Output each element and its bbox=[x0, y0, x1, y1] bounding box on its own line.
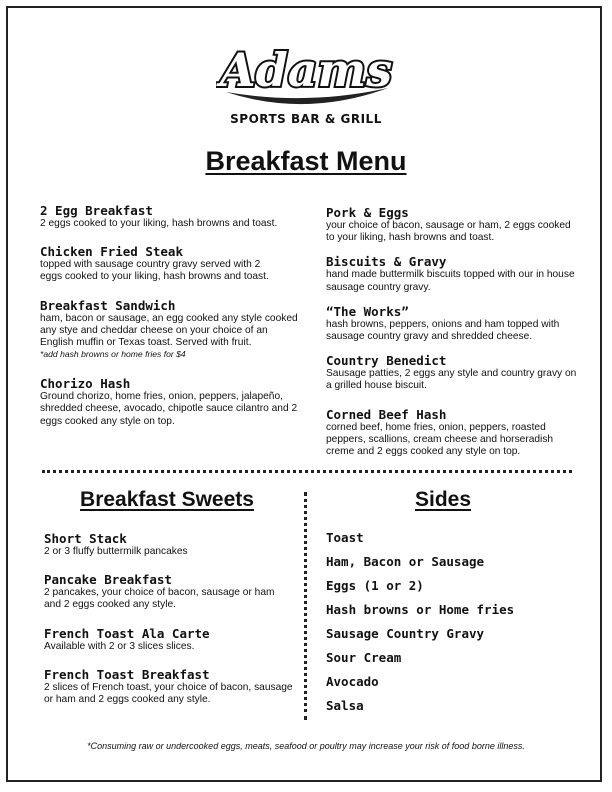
item-description: 2 slices of French toast, your choice of bacon, sausage or ham and 2 eggs cooked any style. bbox=[44, 681, 293, 706]
menu-item bbox=[326, 254, 578, 293]
section-divider bbox=[42, 470, 572, 473]
logo-subtitle: SPORTS BAR & GRILL bbox=[230, 112, 382, 126]
side-item: Salsa bbox=[326, 698, 364, 713]
sides-list bbox=[326, 530, 576, 722]
menu-item bbox=[44, 667, 294, 706]
item-name: Pork & Eggs bbox=[326, 205, 409, 220]
item-description: hand made buttermilk biscuits topped with our in house sausage country gravy. bbox=[326, 269, 575, 293]
breakfast-right-column bbox=[326, 205, 578, 468]
menu-item bbox=[326, 407, 578, 459]
menu-item bbox=[326, 304, 578, 343]
sweets-title: Breakfast Sweets bbox=[80, 488, 254, 511]
column-divider bbox=[304, 492, 307, 720]
item-name: Country Benedict bbox=[326, 353, 447, 369]
menu-item bbox=[40, 376, 302, 428]
side-item: Sausage Country Gravy bbox=[326, 626, 485, 641]
item-name: Breakfast Sandwich bbox=[40, 297, 176, 313]
side-item: Ham, Bacon or Sausage bbox=[326, 554, 485, 569]
item-description: corned beef, home fries, onion, peppers, roasted peppers, scallions, cream cheese and horseradish creme and 2 eggs cooked any style on top. bbox=[326, 421, 554, 458]
side-item: Eggs (1 or 2) bbox=[326, 578, 424, 593]
side-item: Sour Cream bbox=[326, 650, 402, 665]
item-description: Ground chorizo, home fries, onion, peppers, jalapeño, shredded cheese, avocado, chipotle sauce cilantro and 2 eggs cooked any style on top. bbox=[40, 391, 298, 427]
menu-item bbox=[44, 531, 294, 558]
side-item: Hash browns or Home fries bbox=[326, 602, 515, 617]
item-description: 2 or 3 fluffy buttermilk pancakes bbox=[44, 546, 188, 557]
item-description: 2 pancakes, your choice of bacon, sausage or ham and 2 eggs cooked any style. bbox=[44, 587, 275, 611]
item-name: Short Stack bbox=[44, 531, 127, 546]
item-name: “The Works” bbox=[326, 303, 409, 319]
food-safety-disclaimer: *Consuming raw or undercooked eggs, meats, seafood or poultry may increase your risk of food borne illness. bbox=[87, 741, 525, 751]
item-description: hash browns, peppers, onions and ham topped with sausage country gravy and shredded cheese. bbox=[326, 318, 560, 343]
side-item: Avocado bbox=[326, 674, 379, 689]
item-description: topped with sausage country gravy served with 2 eggs cooked to your liking, hash browns and toast. bbox=[40, 259, 269, 283]
sides-title: Sides bbox=[414, 488, 472, 511]
item-description: Available with 2 or 3 slices slices. bbox=[44, 640, 195, 652]
item-description: your choice of bacon, sausage or ham, 2 eggs cooked to your liking, hash browns and toast. bbox=[326, 220, 571, 244]
item-note: *add hash browns or home fries for $4 bbox=[40, 349, 186, 360]
item-name: Chicken Fried Steak bbox=[40, 244, 183, 260]
logo-wordmark: Adams bbox=[219, 43, 393, 97]
item-description: Sausage patties, 2 eggs any style and country gravy on a grilled house biscuit. bbox=[326, 368, 577, 392]
menu-item bbox=[326, 205, 578, 244]
menu-item bbox=[40, 203, 302, 230]
item-name: French Toast Breakfast bbox=[44, 666, 210, 682]
menu-item bbox=[40, 244, 302, 283]
side-item: Toast bbox=[326, 530, 364, 545]
item-name: Pancake Breakfast bbox=[44, 572, 172, 588]
page-title: Breakfast Menu bbox=[205, 146, 407, 176]
item-name: French Toast Ala Carte bbox=[44, 625, 210, 641]
item-description: ham, bacon or sausage, an egg cooked any style cooked any stye and cheddar cheese on your choice of an English muffin or Texas toast. Served with fruit. bbox=[40, 312, 298, 349]
menu-item bbox=[44, 572, 294, 611]
sweets-column bbox=[44, 531, 294, 716]
item-name: Chorizo Hash bbox=[40, 376, 131, 392]
menu-item bbox=[40, 298, 302, 361]
item-description: 2 eggs cooked to your liking, hash browns and toast. bbox=[40, 218, 278, 229]
item-name: Biscuits & Gravy bbox=[326, 254, 447, 270]
breakfast-left-column bbox=[40, 203, 302, 438]
logo-swoosh-icon bbox=[216, 30, 396, 110]
item-name: 2 Egg Breakfast bbox=[40, 203, 153, 218]
item-name: Corned Beef Hash bbox=[326, 406, 447, 422]
menu-item bbox=[44, 626, 294, 653]
menu-item bbox=[326, 353, 578, 392]
